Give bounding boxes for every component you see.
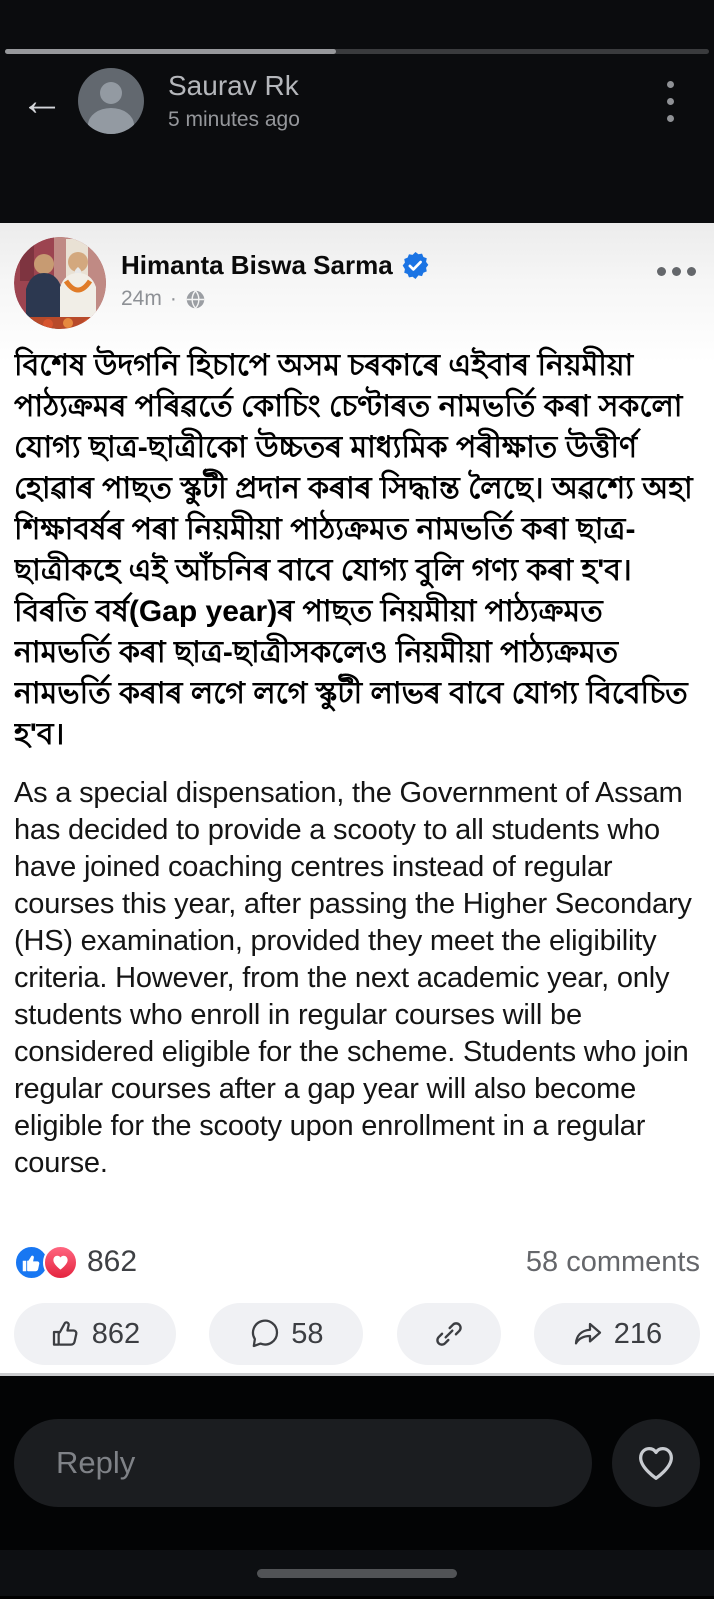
link-icon [433,1318,465,1350]
story-progress-bar [5,49,709,54]
post-time: 24m [121,287,162,310]
reaction-summary-row [14,1243,700,1281]
profile-photo-image [14,237,106,329]
reply-input[interactable] [14,1419,592,1507]
post-header [14,237,700,330]
more-options-icon[interactable] [661,75,680,128]
comments-count-label[interactable]: 58 comments [525,1245,700,1278]
person-silhouette-icon [100,82,122,104]
bottom-strip [0,1550,714,1596]
heart-react-button[interactable] [612,1419,700,1507]
author-profile-photo[interactable] [14,237,106,329]
thumbs-up-icon [50,1318,82,1350]
post-body-assamese: বিশেষ উদগনি হিচাপে অসম চৰকাৰে এইবাৰ নিয়মীয়া পাঠ্যক্ৰমৰ পৰিৱৰ্তে কোচিং চেণ্টাৰত নামভৰ্তি কৰা সকলো যোগ্য ছাত্ৰ-ছাত্ৰীকো উচ্চতৰ মাধ্যমিক পৰীক্ষাত উত্তীৰ্ণ হোৱাৰ পাছত স্কুটী প্ৰদান কৰাৰ সিদ্ধান্ত লৈছে। অৱশ্যে অহা শিক্ষাবৰ্ষৰ পৰা নিয়মীয়া পাঠ্যক্ৰমত নামভৰ্তি কৰা ছাত্ৰ-ছাত্ৰীকহে এই আঁচনিৰ বাবে যোগ্য বুলি গণ্য কৰা হ'ব। বিৰতি বৰ্ষ(Gap year)ৰ পাছত নিয়মীয়া পাঠ্যক্ৰমত নামভৰ্তি কৰা ছাত্ৰ-ছাত্ৰীসকলেও নিয়মীয়া পাঠ্যক্ৰমত নামভৰ্তি কৰাৰ লগে লগে স্কুটী লাভৰ বাবে যোগ্য বিবেচিত হ'ব। [14,349,693,751]
person-silhouette-icon [88,108,134,134]
comment-button-count: 58 [291,1317,324,1350]
globe-icon [185,289,206,310]
post-card [0,223,714,1376]
like-button-count: 862 [91,1317,141,1350]
share-button[interactable] [534,1303,700,1365]
copy-link-button[interactable] [397,1303,501,1365]
post-body-english: As a special dispensation, the Government of Assam has decided to provide a scooty to all students who have joined coaching centres instead of regular courses this year, after passing the Higher Secondary (HS) examination, provided they meet the eligibility criteria. However, from the next academic year, only students who enroll in regular courses will be considered eligible for the scheme. Students who join regular courses after a gap year will also become eligible for the scooty upon enrollment in a regular course. [14,777,692,1179]
heart-outline-icon [633,1440,679,1486]
comment-button[interactable] [209,1303,363,1365]
post-more-options-icon[interactable] [653,263,700,280]
author-name[interactable]: Himanta Biswa Sarma [121,250,393,280]
story-user-name: Saurav Rk [168,69,299,101]
share-arrow-icon [572,1318,604,1350]
back-arrow-icon[interactable]: ← [20,76,64,125]
story-meta [168,69,300,134]
love-reaction-icon[interactable] [43,1245,78,1280]
dot-separator: · [169,287,177,310]
like-button[interactable] [14,1303,176,1365]
home-indicator[interactable] [257,1569,457,1578]
story-header [0,0,714,223]
post-actions-row [14,1303,700,1365]
comment-bubble-icon [249,1318,281,1350]
reactions-count[interactable]: 862 [87,1245,138,1278]
story-timestamp: 5 minutes ago [168,107,300,131]
story-progress-fill [5,49,336,54]
avatar[interactable] [78,68,144,134]
share-button-count: 216 [613,1317,663,1350]
verified-badge-icon [402,252,429,279]
reply-bar [0,1376,714,1550]
